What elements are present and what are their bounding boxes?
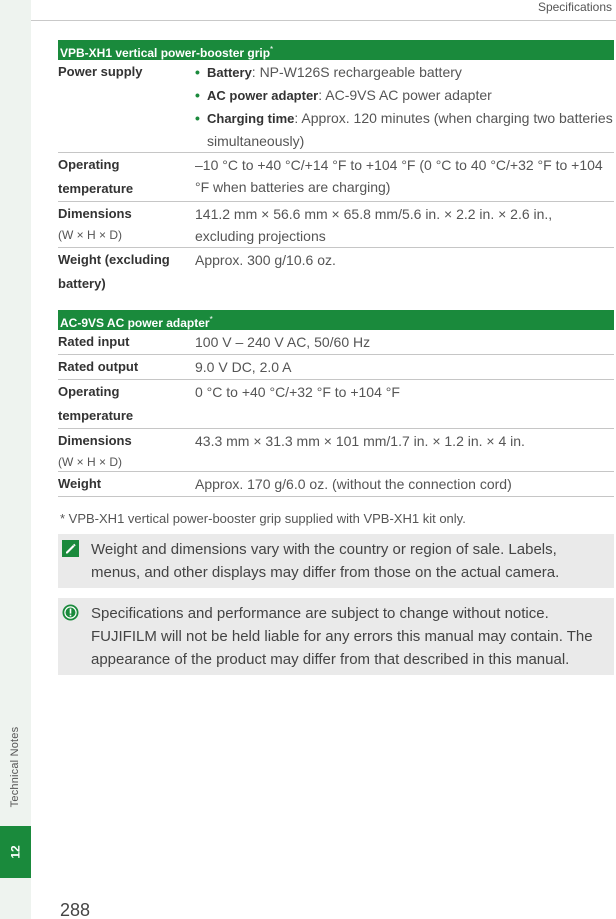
chapter-number: 12 [8,845,23,859]
list-item [195,84,614,107]
spec-label: Rated input [58,334,130,349]
spec-row-dimensions [58,202,614,248]
spec-row-rated-input [58,330,614,355]
spec-row-rated-output [58,355,614,380]
spec-label: Rated output [58,359,139,374]
chapter-tab [0,826,31,878]
caution-box [58,598,614,675]
spec-row-operating-temperature [58,380,614,429]
spec-content [58,40,614,675]
spec-label [58,429,195,471]
spec-value: Approx. 300 g/10.6 oz. [195,252,336,268]
sidebar-label [4,712,26,822]
spec-label-text: Dimensions [58,206,132,221]
spec-label: Operating temperature [58,384,134,423]
spec-label: Weight (excluding battery) [58,252,170,291]
spec-sublabel: (W × H × D) [58,228,123,242]
caution-exclamation-icon [62,604,79,621]
spec-value: –10 °C to +40 °C/+14 °F to +104 °F (0 °C to 40 °C/+32 °F to +104 °F when batteries are charging) [195,157,603,195]
spec-value [195,60,614,152]
spec-value: 100 V – 240 V AC, 50/60 Hz [195,334,371,350]
note-text: Weight and dimensions vary with the country or region of sale. Labels, menus, and other displays may differ from those on the actual camera. [91,541,560,581]
section-title: VPB-XH1 vertical power-booster grip [60,46,271,60]
spec-value: 0 °C to +40 °C/+32 °F to +104 °F [195,384,400,400]
spec-value: 141.2 mm × 56.6 mm × 65.8 mm/5.6 in. × 2.2 in. × 2.6 in., excluding projections [195,206,553,244]
spec-label [58,202,195,247]
footnote-mark: * [209,315,213,324]
list-item [195,61,614,84]
spec-label: Operating temperature [58,157,134,196]
spec-row-dimensions [58,429,614,472]
page-number: 288 [60,900,91,919]
section-heading-adapter [58,310,614,330]
item-text: : AC-9VS AC power adapter [318,87,492,103]
spec-value: Approx. 170 g/6.0 oz. (without the connection cord) [195,476,512,492]
spec-row-power-supply [58,60,614,153]
spec-row-operating-temperature [58,153,614,202]
spec-row-weight [58,472,614,497]
header-divider [31,20,616,21]
spec-value: 43.3 mm × 31.3 mm × 101 mm/1.7 in. × 1.2 in. × 4 in. [195,433,525,449]
section-title: AC-9VS AC power adapter [60,316,210,330]
item-text: : Approx. 120 minutes (when charging two batteries simultaneously) [207,110,613,149]
caution-text: Specifications and performance are subject to change without notice. FUJIFILM will not be held liable for any errors this manual may contain. The appearance of the product may differ from that described in this manual. [91,605,593,668]
section-heading-grip [58,40,614,60]
spec-row-weight [58,248,614,296]
spec-label-text: Dimensions [58,433,132,448]
item-term: Battery [207,65,252,80]
running-header: Specifications [537,0,612,14]
list-item [195,107,614,152]
item-term: AC power adapter [207,88,319,103]
footnote-mark: * [270,45,274,54]
spec-label: Power supply [58,64,143,79]
item-text: : NP-W126S rechargeable battery [251,64,462,80]
note-pencil-icon [62,540,79,557]
chapter-title: Technical Notes [9,726,21,808]
spec-value: 9.0 V DC, 2.0 A [195,359,292,375]
footnote: * VPB-XH1 vertical power-booster grip supplied with VPB-XH1 kit only. [60,511,466,526]
item-term: Charging time [207,111,295,126]
spec-label: Weight [58,476,102,491]
note-box [58,534,614,588]
spec-sublabel: (W × H × D) [58,455,123,469]
